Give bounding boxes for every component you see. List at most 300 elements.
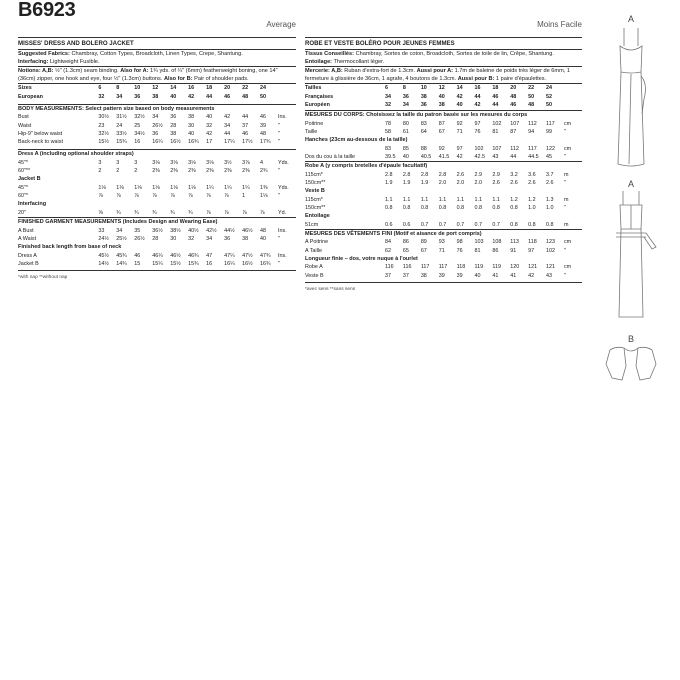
cell-value: 46: [224, 93, 231, 100]
robe-a-title: Robe A (y compris bretelles d'épaule facultatif): [305, 162, 428, 169]
cell-value: 37: [242, 122, 249, 129]
dress-a-back-diagram: [596, 189, 666, 329]
cell-value: 3⅞: [242, 159, 250, 166]
cell-value: 108: [492, 239, 502, 246]
unit-label: ": [563, 128, 566, 135]
cell-value: 16¾: [260, 260, 271, 267]
cell-value: 15¼: [152, 260, 163, 267]
cell-value: ⅝: [98, 209, 103, 216]
cell-value: 0.7: [492, 221, 500, 228]
bolero-jacket-b-diagram: [596, 344, 666, 394]
back-length-table-row: [18, 252, 296, 260]
cell-value: 98: [456, 239, 463, 246]
cell-value: 1: [242, 192, 246, 199]
cell-value: 40: [456, 101, 463, 108]
cell-value: 38: [420, 272, 427, 279]
unit-label: Ins.: [278, 252, 287, 259]
cell-value: ¾: [152, 209, 157, 216]
body-measurements-table-fr-row: [305, 128, 582, 136]
cell-value: 15½: [170, 260, 181, 267]
cell-value: 42: [456, 93, 463, 100]
cell-value: 26½: [152, 122, 163, 129]
cell-value: 71: [456, 128, 463, 135]
cell-value: 18: [492, 85, 499, 92]
cell-value: 2.9: [474, 171, 482, 178]
cell-value: 34: [206, 235, 213, 242]
cell-value: 119: [474, 264, 484, 271]
cell-value: 121: [528, 264, 538, 271]
cell-value: 40: [188, 130, 195, 137]
cell-value: 44: [224, 130, 231, 137]
cell-value: 36: [152, 130, 159, 137]
pattern-title: MISSES' DRESS AND BOLERO JACKET: [18, 37, 296, 49]
cell-value: 1.1: [402, 196, 411, 203]
header: [18, 0, 296, 37]
cell-value: 2.8: [420, 171, 429, 178]
row-label: Françaises: [305, 93, 334, 100]
body-measurements-table-row: [18, 113, 296, 121]
unit-label: [278, 93, 296, 101]
cell-value: 0.8: [402, 204, 411, 211]
cell-value: 65: [402, 247, 409, 254]
cell-value: 40½: [188, 227, 199, 234]
back-length-title-fr: Longueur finie – dos, votre nuque à l'ourlet: [305, 255, 418, 262]
row-label: Dress A: [18, 252, 37, 259]
french-column: [305, 0, 582, 292]
sizes-table-row: [18, 93, 296, 101]
hanches-table-row: [305, 153, 582, 161]
cell-value: 32: [385, 101, 392, 108]
cell-value: 2⅜: [188, 167, 196, 174]
row-label: A Bust: [18, 227, 34, 234]
cell-value: 17¼: [224, 138, 235, 145]
cell-value: 2.8: [402, 171, 411, 178]
cell-value: 30: [188, 122, 195, 129]
cell-value: 38: [242, 235, 249, 242]
back-length-table-row: [18, 260, 296, 268]
finished-measurements-table-fr: [305, 238, 582, 254]
cell-value: 81: [474, 247, 481, 254]
notions-text-fr: Mercerie: A,B: Ruban d'extra-fort de 1.3cm. Aussi pour A: 1.7m de baleine de poids très léger de 6mm, 1 fermeture à glissière de 36cm, 1 agrafe, 4 boutons de 1.3cm. Aussi pour B: 1 paire d'épaulettes.: [305, 68, 570, 83]
cell-value: 12: [438, 85, 445, 92]
unit-label: Ins.: [278, 227, 287, 234]
unit-label: Ins.: [278, 114, 287, 121]
cell-value: 16½: [242, 260, 253, 267]
dress-a-table: [18, 159, 296, 175]
cell-value: 85: [402, 145, 409, 152]
finished-measurements-title-fr: MESURES DES VÊTEMENTS FINI (Motif et aisance de port compris): [305, 230, 482, 237]
row-label: 60"*: [18, 192, 29, 199]
cell-value: 15: [134, 260, 141, 267]
cell-value: 2⅜: [170, 167, 178, 174]
cell-value: 47: [206, 252, 213, 259]
unit-label: ": [563, 153, 566, 160]
entoilage-table-row: [305, 221, 582, 229]
cell-value: 2: [134, 167, 138, 174]
cell-value: 40: [170, 93, 177, 100]
cell-value: 50: [260, 93, 267, 100]
cell-value: 1⅛: [152, 184, 160, 191]
cell-value: 45½: [98, 252, 109, 259]
view-a-back-letter: A: [627, 179, 634, 189]
cell-value: 42: [528, 272, 535, 279]
row-label: Hip-9" below waist: [18, 130, 63, 137]
cell-value: 0.7: [456, 221, 465, 228]
unit-label: [564, 101, 582, 109]
cell-value: 16: [134, 138, 141, 145]
cell-value: ⅞: [260, 209, 265, 216]
footnote: *with nap **without nap: [18, 274, 68, 280]
view-b-letter: B: [627, 334, 634, 344]
cell-value: 46¼: [152, 252, 163, 259]
row-label: 60"**: [18, 167, 31, 174]
body-measurements-table: [18, 113, 296, 146]
row-label: Robe A: [305, 264, 323, 271]
row-label: Bust: [18, 114, 29, 121]
cell-value: 43: [546, 272, 553, 279]
cell-value: 23: [98, 122, 105, 129]
footnote-fr: *avec sens **sans sens: [305, 286, 356, 292]
cell-value: 2.6: [528, 179, 536, 186]
cell-value: 34: [152, 114, 159, 121]
unit-label: cm: [563, 145, 572, 152]
cell-value: 35: [134, 227, 141, 234]
cell-value: 3: [98, 159, 102, 166]
cell-value: 92: [456, 120, 463, 127]
cell-value: 1.0: [528, 204, 536, 211]
cell-value: ⅞: [188, 192, 193, 199]
row-label: Poitrine: [305, 120, 324, 127]
pattern-number: B6923: [18, 0, 76, 21]
cell-value: 76: [474, 128, 481, 135]
back-length-title: Finished back length from base of neck: [18, 243, 122, 250]
cell-value: 20: [224, 85, 231, 92]
cell-value: 1.9: [420, 179, 429, 186]
sizes-table-fr: [305, 84, 582, 109]
cell-value: 2.6: [510, 179, 518, 186]
finished-measurements-table-fr-row: [305, 247, 582, 255]
cell-value: 86: [402, 239, 409, 246]
cell-value: 1.1: [492, 196, 500, 203]
cell-value: 24: [116, 122, 123, 129]
hanches-table-row: [305, 145, 582, 153]
cell-value: 22: [242, 85, 249, 92]
cell-value: 2.9: [492, 171, 500, 178]
cell-value: 0.8: [528, 221, 536, 228]
body-measurements-table-fr-row: [305, 120, 582, 128]
cell-value: 116: [385, 264, 394, 271]
sizes-table-fr-row: [305, 84, 582, 92]
cell-value: 52: [546, 93, 553, 100]
cell-value: 25½: [116, 235, 127, 242]
cell-value: 40: [474, 272, 481, 279]
unit-label: ": [278, 130, 280, 137]
cell-value: 0.7: [420, 221, 429, 228]
cell-value: ⅞: [98, 192, 103, 199]
row-label: A Poitrine: [305, 239, 329, 246]
cell-value: 120: [510, 264, 520, 271]
finished-measurements-table-row: [18, 227, 296, 235]
cell-value: 46¾: [188, 252, 199, 259]
cell-value: 83: [420, 120, 427, 127]
cell-value: 50: [528, 93, 535, 100]
unit-label: m: [563, 171, 569, 178]
cell-value: ¾: [170, 209, 175, 216]
cell-value: 41: [492, 272, 499, 279]
cell-value: 102: [492, 120, 502, 127]
cell-value: 38: [438, 101, 445, 108]
cell-value: 40: [438, 93, 445, 100]
cell-value: 34: [385, 93, 392, 100]
cell-value: 0.8: [474, 204, 482, 211]
cell-value: 30½: [98, 114, 109, 121]
unit-label: ": [278, 235, 280, 242]
cell-value: 16¾: [188, 138, 199, 145]
cell-value: 48: [242, 93, 249, 100]
cell-value: 38: [188, 114, 195, 121]
cell-value: 117: [420, 264, 430, 271]
back-length-table-fr: [305, 263, 582, 279]
cell-value: 1.1: [420, 196, 429, 203]
cell-value: 123: [546, 239, 556, 246]
row-label: 115cm*: [305, 171, 323, 178]
unit-label: cm: [563, 120, 572, 127]
dress-a-title: Dress A (including optional shoulder straps): [18, 151, 134, 158]
cell-value: 1¼: [224, 184, 232, 191]
body-measurements-table-row: [18, 122, 296, 130]
cell-value: ¾: [188, 209, 193, 216]
cell-value: 103: [474, 239, 484, 246]
cell-value: 36: [402, 93, 409, 100]
row-label: 45"*: [18, 184, 29, 191]
cell-value: 2¾: [260, 167, 268, 174]
cell-value: 1⅛: [116, 184, 124, 191]
cell-value: 33½: [116, 130, 127, 137]
cell-value: 33: [98, 227, 105, 234]
cell-value: 32½: [134, 114, 145, 121]
cell-value: 122: [546, 145, 556, 152]
sizes-table-fr-row: [305, 93, 582, 101]
cell-value: 36: [170, 114, 177, 121]
cell-value: 44: [242, 114, 249, 121]
cell-value: 1.1: [456, 196, 465, 203]
cell-value: 3.2: [510, 171, 518, 178]
cell-value: 4: [260, 159, 264, 166]
unit-label: Yd.: [278, 209, 287, 216]
unit-label: cm: [563, 239, 572, 246]
fabrics-text-fr: Tissus Conseillés: Chambray, Sortes de coton, Broadcloth, Sortes de toile de lin, Crêpe, Shantung.: [305, 51, 554, 57]
cell-value: 46: [492, 93, 499, 100]
cell-value: 44: [206, 93, 213, 100]
sizes-table-fr-row: [305, 101, 582, 109]
cell-value: 1.9: [385, 179, 393, 186]
cell-value: 34: [116, 227, 123, 234]
cell-value: 64: [420, 128, 427, 135]
cell-value: 44.5: [528, 153, 539, 160]
body-measurements-title-fr: MESURES DU CORPS: Choisissez la taille du patron basée sur les mesures du corps: [305, 111, 528, 118]
veste-b-table-row: [305, 204, 582, 212]
cell-value: 3.7: [546, 171, 554, 178]
cell-value: ⅞: [206, 192, 211, 199]
cell-value: 17: [206, 138, 213, 145]
cell-value: 121: [546, 264, 556, 271]
row-label: 20": [18, 209, 26, 216]
cell-value: 1.1: [438, 196, 447, 203]
cell-value: 2.6: [546, 179, 554, 186]
cell-value: 16: [474, 85, 481, 92]
cell-value: 2⅜: [224, 167, 232, 174]
cell-value: 2⅜: [206, 167, 214, 174]
cell-value: 87: [510, 128, 517, 135]
cell-value: 32: [98, 93, 105, 100]
unit-label: [564, 84, 582, 92]
cell-value: 94: [528, 128, 535, 135]
cell-value: 31½: [116, 114, 127, 121]
cell-value: 15¾: [116, 138, 127, 145]
unit-label: ": [278, 167, 280, 174]
cell-value: 1.3: [546, 196, 554, 203]
cell-value: 0.7: [438, 221, 447, 228]
cell-value: 16½: [170, 138, 181, 145]
cell-value: 50: [546, 101, 553, 108]
cell-value: 12: [152, 85, 159, 92]
cell-value: 1⅛: [188, 184, 196, 191]
unit-label: Yds.: [278, 159, 289, 166]
cell-value: 38½: [170, 227, 181, 234]
cell-value: 38: [420, 93, 427, 100]
cell-value: 46: [134, 252, 141, 259]
cell-value: 2.6: [492, 179, 500, 186]
cell-value: 47½: [242, 252, 253, 259]
cell-value: 42: [474, 101, 481, 108]
cell-value: 2.8: [438, 171, 447, 178]
cell-value: 46: [260, 114, 267, 121]
row-label: A Waist: [18, 235, 37, 242]
cell-value: 48: [528, 101, 535, 108]
cell-value: 0.8: [456, 204, 465, 211]
cell-value: 1¼: [242, 184, 250, 191]
cell-value: 38: [152, 93, 159, 100]
cell-value: 39.5: [385, 153, 396, 160]
cell-value: 44: [474, 93, 481, 100]
cell-value: 1.0: [546, 204, 554, 211]
pattern-title-fr: ROBE ET VESTE BOLÉRO POUR JEUNES FEMMES: [305, 37, 582, 49]
cell-value: 71: [438, 247, 445, 254]
cell-value: 113: [510, 239, 519, 246]
cell-value: 3⅛: [188, 159, 196, 166]
cell-value: 20: [510, 85, 517, 92]
cell-value: 26½: [134, 235, 145, 242]
row-label: Back-neck to waist: [18, 138, 63, 145]
finished-measurements-table-fr-row: [305, 238, 582, 246]
finished-measurements-table-row: [18, 235, 296, 243]
cell-value: 3.6: [528, 171, 536, 178]
cell-value: 102: [546, 247, 556, 254]
cell-value: 92: [438, 145, 445, 152]
body-measurements-table-row: [18, 130, 296, 138]
row-label: Tailles: [305, 85, 322, 92]
cell-value: 97: [456, 145, 463, 152]
cell-value: 2⅜: [152, 167, 160, 174]
cell-value: 48: [510, 93, 517, 100]
cell-value: 32: [206, 122, 213, 129]
cell-value: 40: [206, 114, 213, 121]
cell-value: 42: [224, 114, 231, 121]
cell-value: ⅞: [134, 192, 139, 199]
cell-value: 1.1: [474, 196, 482, 203]
cell-value: 16: [206, 260, 213, 267]
cell-value: 34: [224, 122, 231, 129]
interfacing-text-fr: Entoilage: Thermocollant léger.: [305, 59, 385, 66]
cell-value: 15½: [98, 138, 109, 145]
cell-value: 1⅛: [170, 184, 178, 191]
interfacing-title: Interfacing: [18, 201, 47, 208]
cell-value: ⅞: [170, 192, 175, 199]
cell-value: 2.0: [438, 179, 447, 186]
cell-value: 24½: [98, 235, 109, 242]
cell-value: 25: [134, 122, 141, 129]
hanches-table: [305, 145, 582, 161]
cell-value: 36½: [152, 227, 163, 234]
cell-value: 62: [385, 247, 392, 254]
unit-label: ": [278, 122, 280, 129]
row-label: 45"*: [18, 159, 29, 166]
cell-value: 45: [546, 153, 553, 160]
cell-value: 0.7: [474, 221, 482, 228]
cell-value: 107: [492, 145, 502, 152]
cell-value: 6: [385, 85, 389, 92]
cell-value: 3: [116, 159, 120, 166]
unit-label: m: [563, 221, 569, 228]
cell-value: 67: [438, 128, 445, 135]
cell-value: 2: [116, 167, 120, 174]
sizes-table-row: [18, 84, 296, 92]
row-label: 115cm*: [305, 196, 323, 203]
unit-label: ": [278, 192, 280, 199]
cell-value: 0.8: [546, 221, 554, 228]
cell-value: 18: [206, 85, 213, 92]
cell-value: 116: [402, 264, 412, 271]
row-label: 150cm**: [305, 204, 326, 211]
unit-label: Yds.: [278, 184, 289, 191]
cell-value: 42: [206, 130, 213, 137]
unit-label: ": [563, 204, 566, 211]
cell-value: 117: [438, 264, 448, 271]
row-label: Veste B: [305, 272, 324, 279]
cell-value: 24: [260, 85, 267, 92]
cell-value: 1.2: [510, 196, 518, 203]
row-label: Européen: [305, 101, 330, 108]
cell-value: ⅞: [224, 209, 229, 216]
cell-value: 88: [420, 145, 427, 152]
cell-value: 16¼: [224, 260, 235, 267]
interfacing-text: Interfacing: Lightweight Fusible.: [18, 59, 100, 66]
cell-value: 0.8: [510, 204, 518, 211]
cell-value: 10: [134, 85, 141, 92]
cell-value: 42: [456, 153, 463, 160]
cell-value: 39: [260, 122, 267, 129]
cell-value: 1⅛: [98, 184, 106, 191]
cell-value: 1⅛: [134, 184, 142, 191]
cell-value: 0.8: [438, 204, 447, 211]
unit-label: ": [563, 179, 566, 186]
cell-value: 81: [492, 128, 499, 135]
cell-value: ⅞: [206, 209, 211, 216]
robe-a-table-row: [305, 171, 582, 179]
notions-text: Notions: A,B: ½" (1.3cm) seam binding. Also for A: 1¾ yds. of ¼" (6mm) featherweight boning, one 14" (36cm) zipper, one hook and eye, four ½" (1.3cm) buttons. Also for B: Pair of shoulder pads.: [18, 68, 278, 83]
cell-value: ⅞: [224, 192, 229, 199]
english-column: [18, 0, 296, 280]
